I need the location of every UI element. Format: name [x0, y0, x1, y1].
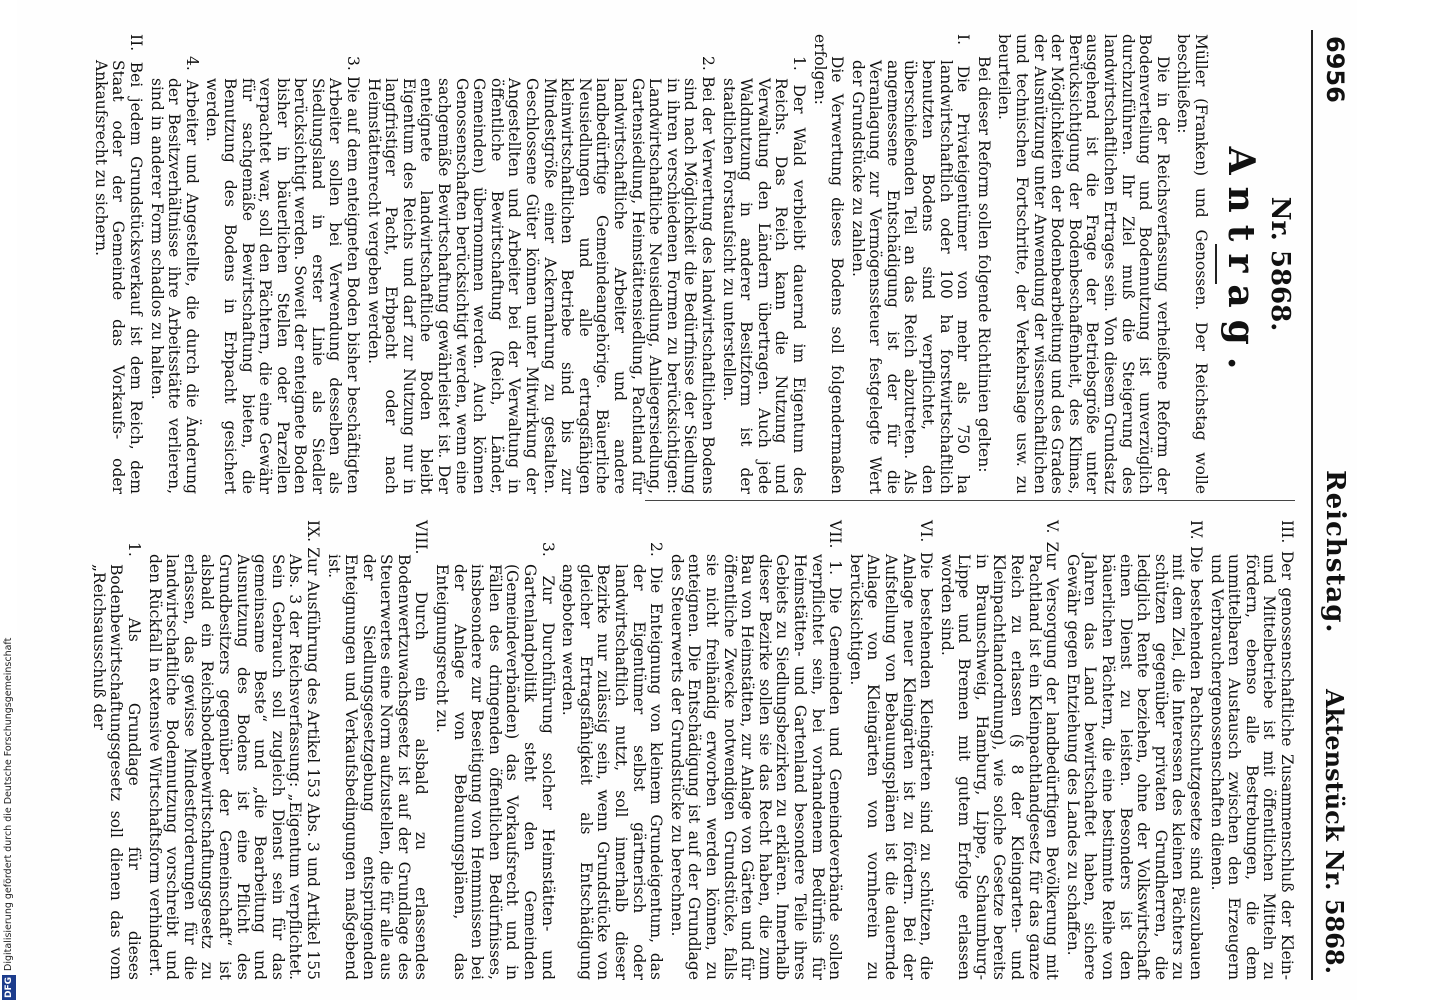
- motion-title: Antrag.: [1220, 146, 1262, 382]
- section-vi: VI. Die bestehenden Kleingärten sind zu schützen, die Anlage neuer Kleingärten ist zu fördern. Bei der Aufstellung von Bebauungsplänen ist die dauernde Anlage von Kleingärten von vornherein zu berücksichtigen.: [846, 520, 936, 980]
- section-i-item-2: 2. Bei der Verwertung des landwirtschaftlichen Bodens sind nach Möglichkeit die Bedürfnisse der Siedlung in ihren verschiedenen Formen zu berücksichtigen: Landwirtschaftliche Neusiedlung, Anliegersiedlung, Gartensiedlung, Heimstättensiedlung, Pachtland für landwirtschaftliche Arbeiter und andere landbedürftige Gemeindeangehörige. Bäuerliche Neusiedlungen und alle ertragsfähigen kleinwirtschaftlichen Betriebe sind bis zur Mindestgröße einer Ackernahrung zu gestalten. Geschlossene Güter können unter Mitwirkung der Angestellten und Arbeiter bei der Verwaltung in öffentliche Bewirtschaftung (Reich, Länder, Gemeinden) übernommen werden. Auch können Genossenschaften berücksichtigt werden, wenn eine sachgemäße Bewirtschaftung gewährleistet ist. Der enteignete landwirtschaftliche Boden bleibt Eigentum des Reichs und darf zur Nutzung nur in langfristiger Pacht, Erbpacht oder nach Heimstättenrecht vergeben werden.: [364, 56, 717, 494]
- section-i: I. Die Privateigentümer von mehr als 750 ha landwirtschaftlich oder 100 ha forstwirtschaftlich benutzten Bodens sind verpflichtet, den überschießenden Teil an das Reich abzutreten. Als angemessene Entschädigung ist der für die Veranlagung zur Vermögenssteuer festgelegte Wert der Grundstücke zu zahlen.: [848, 34, 973, 494]
- page-number: 6956: [1321, 36, 1349, 103]
- section-v: V. Zur Versorgung der landbedürftigen Bevölkerung mit Pachtland ist ein Kleinpachtlandgesetz für das ganze Reich zu erlassen (§ 8 der Kleingarten- und Kleinpachtlandordnung), wie solche Gesetze bereits in Braunschweig, Hamburg, Lippe, Schaumburg-Lippe und Bremen mit gutem Erfolge erlassen worden sind.: [937, 520, 1062, 980]
- section-vii-3: 3. Zur Durchführung solcher Heimstätten- und Gartenlandpolitik steht den Gemeinden (Gemeindeverbänden) das Vorkaufsrecht und in Fällen des dringenden öffentlichen Bedürfnisses, insbesondere zur Beseitigung von Hemmnissen bei der Anlage von Bebauungsplänen, das Enteignungsrecht zu.: [433, 542, 557, 980]
- section-i-item-4: 4. Arbeiter und Angestellte, die durch die Änderung der Besitzverhältnisse ihre Arbeitsstätte verlieren, sind in anderer Form schadlos zu halten.: [147, 56, 201, 494]
- paragraph-guidelines: Bei dieser Reform sollen folgende Richtlinien gelten:: [974, 56, 993, 473]
- section-ix: IX. Zur Ausführung des Artikel 153 Abs. 3 und Artikel 155 Abs. 3 der Reichsverfassung: „Eigentum verpflichtet. Sein Gebrauch soll zugleich Dienst sein für das gemeinsame Beste“ und „die Bearbeitung und Ausnutzung des Bodens ist eine Pflicht des Grundbesitzers gegenüber der Gemeinschaft“ ist alsbald ein Reichsbodenbewirtschaftungsgesetz zu erlassen, das gewisse Mindestforderungen für die landwirtschaftliche Bodennutzung vorschreibt und den Rückfall in extensive Wirtschaftsform verhindert.: [145, 520, 322, 980]
- section-i-item-1: 1. Der Wald verbleibt dauernd im Eigentum des Reichs. Das Reich kann die Nutzung und Verwaltung den Ländern übertragen. Auch jede Waldnutzung in anderer Besitzform ist der staatlichen Forstaufsicht zu unterstellen.: [719, 56, 808, 494]
- header-center-title: Reichstag.: [1320, 470, 1350, 634]
- section-vii-1: VII. 1. Die Gemeinden und Gemeindeverbände sollen verpflichtet sein, bei vorhandenem Bedürfnis für Heimstätten- und Gartenland besondere Teile ihres Gebiets zu Siedlungsbezirken zu erklären. Innerhalb dieser Bezirke sollen sie das Recht haben, die zum Bau von Heimstätten, zur Anlage von Gärten und für öffentliche Zwecke notwendigen Grundstücke, falls sie nicht freihändig erworben werden können, zu enteignen. Die Entschädigung ist auf der Grundlage des Steuerwerts der Grundstücke zu berechnen.: [667, 520, 845, 980]
- section-ix-1: 1. Als Grundlage für dieses Bodenbewirtschaftungsgesetz soll dienen das vom „Reichsausschuß der: [89, 542, 143, 980]
- motion-intro: Müller (Franken) und Genossen. Der Reichstag wolle beschließen:: [1174, 34, 1210, 494]
- rotated-page: [17, 0, 1357, 1000]
- title-separator: [1215, 244, 1217, 284]
- header-rule: [1311, 30, 1313, 980]
- section-ii: II. Bei jedem Grundstücksverkauf ist dem Reich, dem Staat oder der Gemeinde das Vorkaufs- oder Ankaufsrecht zu sichern.: [91, 34, 145, 494]
- section-iv: IV. Die bestehenden Pachtschutzgesetze sind auszubauen mit dem Ziel, die Interessen des kleinen Pächters zu schützen gegenüber privaten Grundherren, die lediglich Rente beziehen, ohne der Volkswirtschaft einen Dienst zu leisten. Besonders ist den bäuerlichen Pächtern, die eine bestimmte Reihe von Jahren das Land bewirtschaftet haben, sichere Gewähr gegen Entziehung des Landes zu schaffen.: [1063, 520, 1206, 980]
- digitization-credit: [2, 0, 16, 1000]
- motion-number: Nr. 5868.: [1265, 196, 1295, 332]
- digitization-footer: [0, 0, 18, 1000]
- right-column: [86, 520, 1295, 980]
- section-i-item-3: 3. Die auf dem enteigneten Boden bisher beschäftigten Arbeiter sollen bei Verwendung desselben als Siedlungsland in erster Linie als Siedler berücksichtigt werden. Soweit der enteignete Boden bisher in bäuerlichen Stellen oder Parzellen verpachtet war, soll den Pächtern, die eine Gewähr für sachgemäße Bewirtschaftung bieten, die Benutzung des Bodens in Erbpacht gesichert werden.: [203, 56, 363, 494]
- page-header: [1313, 0, 1350, 1000]
- column-divider: [645, 500, 1295, 501]
- section-i-usage: Die Verwertung dieses Bodens soll folgendermaßen erfolgen:: [810, 34, 847, 494]
- paragraph-reform: Die in der Reichsverfassung verheißene Reform der Bodenverteilung und Bodennutzung ist unverzüglich durchzuführen. Ihr Ziel muß die Steigerung des landwirtschaftlichen Ertrages sein. Von diesem Grundsatz ausgehend ist die Frage der Betriebsgröße unter Berücksichtigung der Bodenbeschaffenheit, des Klimas, der Möglichkeiten der Bodenbearbeitung und des Grades der Ausnützung unter Anwendung der wissenschaftlichen und technischen Fortschritte, der Verkehrslage usw. zu beurteilen.: [995, 34, 1172, 494]
- section-viii: VIII. Durch ein alsbald zu erlassendes Bodenwertzuwachsgesetz ist auf der Grundlage des Steuerwertes eine Norm aufzustellen, die für alle aus der Siedlungsgesetzgebung entspringenden Enteignungen und Verkaufsbedingungen maßgebend ist.: [324, 520, 431, 980]
- dfg-logo: DFG: [4, 976, 14, 998]
- digitization-credit-text: Digitalisierung gefördert durch die Deutsche Forschungsgemeinschaft: [3, 637, 14, 971]
- section-vii-2: 2. Die Enteignung von kleinem Grundeigentum, das der Eigentümer selbst gärtnerisch oder landwirtschaftlich nutzt, soll innerhalb dieser Bezirke nur zulässig sein, wenn Grundstücke von gleicher Ertragsfähigkeit als Entschädigung angeboten werden.: [559, 542, 666, 980]
- section-iii: III. Der genossenschaftliche Zusammenschluß der Klein- und Mittelbetriebe ist mit öffentlichen Mitteln zu fördern, ebenso alle Bestrebungen, die dem unmittelbaren Austausch zwischen den Erzeugern und Verbrauchergenossenschaften dienen.: [1207, 520, 1296, 980]
- left-column: [88, 34, 1295, 494]
- header-document-number: Aktenstück Nr. 5868.: [1320, 689, 1349, 974]
